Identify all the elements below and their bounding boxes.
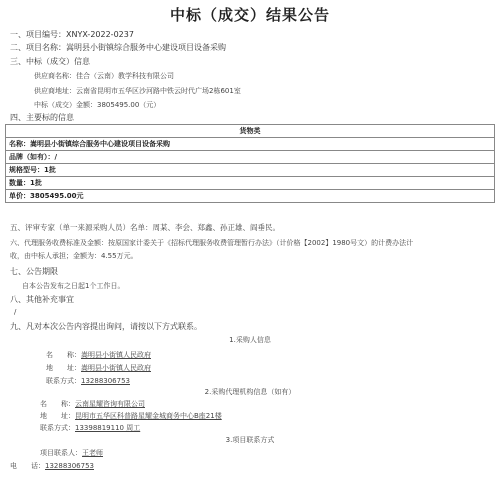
agency-name-row xyxy=(40,399,145,409)
supplier-name-value: 佳合（云南）教学科技有限公司 xyxy=(76,72,174,80)
contact-heading: 九、凡对本次公告内容提出询问，请按以下方式联系。 xyxy=(10,322,202,331)
award-amount-row xyxy=(34,100,160,110)
table-row xyxy=(6,177,495,190)
purchaser-heading: 1.采购人信息 xyxy=(229,336,271,344)
project-person-label: 项目联系人： xyxy=(40,449,82,457)
project-number-label: 一、项目编号： xyxy=(10,30,66,39)
purchaser-address-label: 地 址： xyxy=(46,364,81,372)
brand-value: / xyxy=(54,153,58,161)
purchaser-contact-value: 13288306753 xyxy=(81,377,130,385)
experts-row: 五、评审专家（单一来源采购人员）名单：周某、李会、郑鑫、孙正雄、阎垂民。 xyxy=(10,223,280,232)
purchaser-contact-label: 联系方式： xyxy=(46,377,81,385)
award-info-heading: 三、中标（成交）信息 xyxy=(10,57,90,66)
goods-table-header: 货物类 xyxy=(6,125,495,138)
quantity-value: 1批 xyxy=(30,179,42,187)
unit-price-value: 3805495.00元 xyxy=(30,192,84,200)
table-row xyxy=(6,138,495,151)
project-person-row xyxy=(40,448,103,458)
agency-address-label: 地 址： xyxy=(40,412,75,420)
page-title: 中标（成交）结果公告 xyxy=(169,6,330,24)
goods-name-label: 名称： xyxy=(9,140,30,148)
goods-table xyxy=(5,124,495,203)
agency-name-label: 名 称： xyxy=(40,400,75,408)
supplier-name-label: 供应商名称： xyxy=(34,72,76,80)
project-phone-value: 13288306753 xyxy=(45,462,94,470)
agency-address-row xyxy=(40,411,222,421)
fee-line-2: 收，由中标人承担；金额为：4.55万元。 xyxy=(10,252,138,260)
project-number-row xyxy=(10,29,134,40)
spec-label: 规格型号： xyxy=(9,166,44,174)
fee-line-1: 六、代理服务收费标准及金额：按原国家计委关于《招标代理服务收费管理暂行办法》（计价格【2002】1980号文）的计费办法计 xyxy=(10,239,414,247)
project-phone-row xyxy=(10,461,94,471)
spec-value: 1批 xyxy=(44,166,56,174)
agency-name-value: 云南星耀咨询有限公司 xyxy=(75,400,145,408)
project-name-value: 嵩明县小街镇综合服务中心建设项目设备采购 xyxy=(66,43,226,52)
project-phone-label: 电 话： xyxy=(10,462,45,470)
project-contact-heading: 3.项目联系方式 xyxy=(225,436,275,444)
purchaser-name-label: 名 称： xyxy=(46,351,81,359)
agency-address-value: 昆明市五华区科普路星耀金城商务中心B座21楼 xyxy=(75,412,222,420)
agency-heading: 2.采购代理机构信息（如有） xyxy=(204,388,296,396)
brand-label: 品牌（如有）： xyxy=(9,153,55,161)
purchaser-address-value: 嵩明县小街镇人民政府 xyxy=(81,364,151,372)
purchaser-name-value: 嵩明县小街镇人民政府 xyxy=(81,351,151,359)
project-name-label: 二、项目名称： xyxy=(10,43,66,52)
unit-price-label: 单价： xyxy=(9,192,30,200)
other-matters-text: / xyxy=(14,308,17,316)
supplier-address-value: 云南省昆明市五华区沙河路中铁云时代广场2栋601室 xyxy=(76,87,241,95)
notice-period-heading: 七、公告期限 xyxy=(10,267,58,276)
supplier-name-row xyxy=(34,71,174,81)
agency-contact-label: 联系方式： xyxy=(40,424,75,432)
award-amount-value: 3805495.00（元） xyxy=(97,101,161,109)
award-amount-label: 中标（成交）金额： xyxy=(34,101,97,109)
table-row xyxy=(6,190,495,203)
goods-name-value: 嵩明县小街镇综合服务中心建设项目设备采购 xyxy=(30,140,170,148)
project-person-value: 王老师 xyxy=(82,449,103,457)
other-matters-heading: 八、其他补充事宜 xyxy=(10,295,74,304)
supplier-address-row xyxy=(34,86,241,96)
notice-period-text: 自本公告发布之日起1个工作日。 xyxy=(22,282,125,290)
table-row xyxy=(6,151,495,164)
agency-contact-value: 13398819110 周工 xyxy=(75,424,141,432)
project-number-value: XNYX-2022-0237 xyxy=(66,30,134,39)
purchaser-name-row xyxy=(46,350,151,360)
purchaser-contact-row xyxy=(46,376,130,386)
quantity-label: 数量： xyxy=(9,179,30,187)
table-row xyxy=(6,164,495,177)
agency-contact-row xyxy=(40,423,140,433)
project-name-row xyxy=(10,42,226,53)
purchaser-address-row xyxy=(46,363,151,373)
main-items-heading: 四、主要标的信息 xyxy=(10,113,74,122)
supplier-address-label: 供应商地址： xyxy=(34,87,76,95)
